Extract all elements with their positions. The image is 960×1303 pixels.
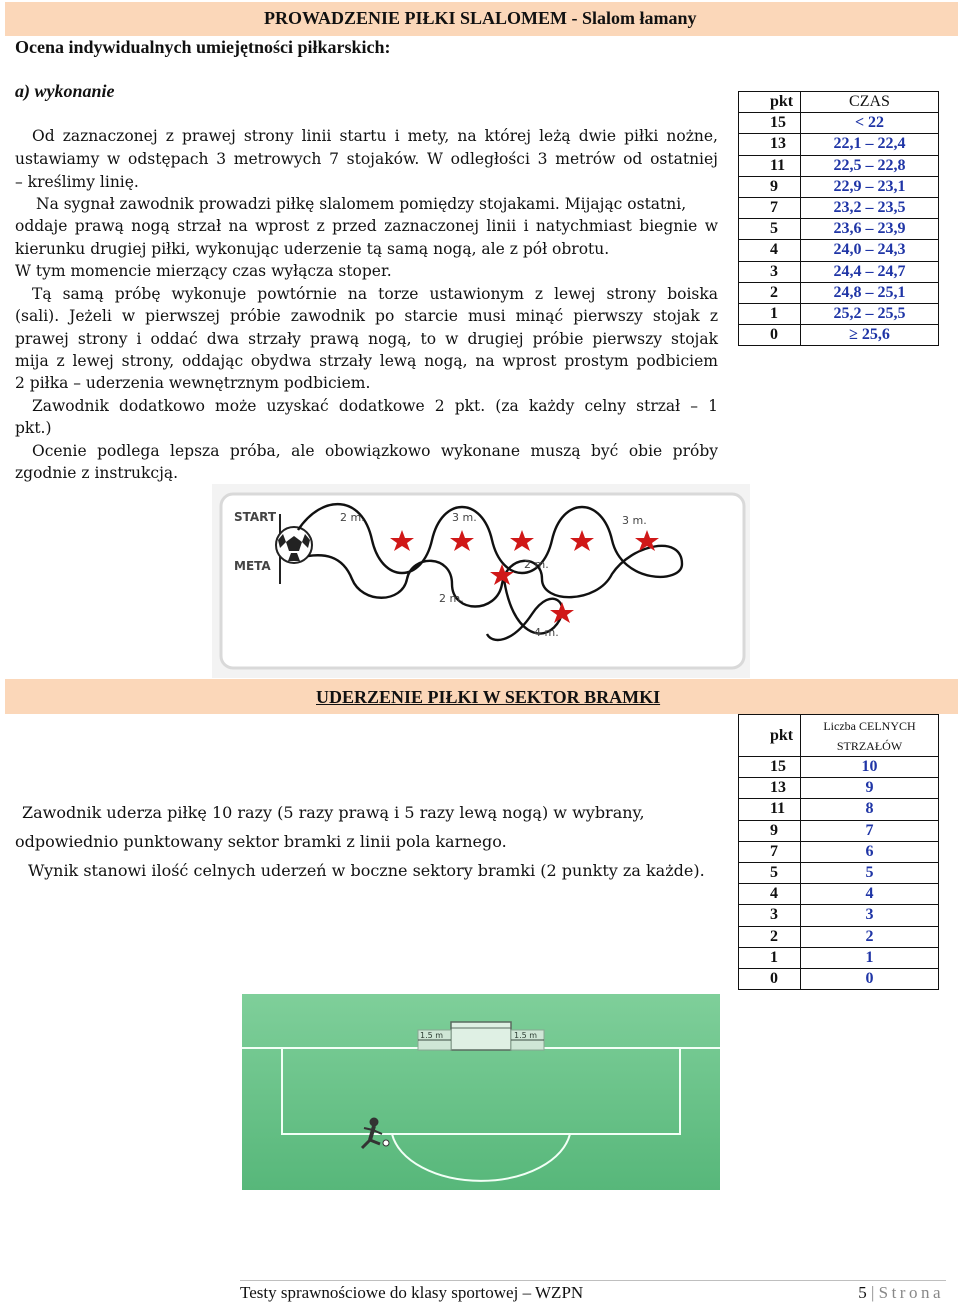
table-row: [739, 820, 939, 841]
time-cell: ≥ 25,6: [801, 325, 939, 346]
sector-width-label: 1.5 m: [514, 1031, 538, 1040]
table-header-pkt: pkt: [739, 715, 801, 757]
table-row: [739, 155, 939, 176]
text-line: Na sygnał zawodnik prowadzi piłkę slalomem pomiędzy stojakami. Mijając ostatni,: [36, 195, 687, 213]
pkt-cell: 0: [739, 325, 801, 346]
pkt-cell: 7: [739, 841, 801, 862]
page-number: 5: [858, 1283, 867, 1302]
distance-label: 4 m.: [534, 626, 559, 639]
penalty-area-diagram: [242, 994, 720, 1190]
shots-cell: 7: [801, 820, 939, 841]
pkt-cell: 15: [739, 757, 801, 778]
table-row: [739, 884, 939, 905]
shots-cell: 9: [801, 778, 939, 799]
footer-rule: [240, 1280, 946, 1281]
text-line: oddaje prawą nogą strzał na wprost z przed zaznaczonej linii i natychmiast biegnie w: [15, 217, 718, 235]
slalom-course-diagram: [212, 484, 750, 678]
text-line: Tą samą próbę wykonuje powtórnie na torze ustawionym z lewej strony boiska: [32, 285, 718, 303]
pkt-cell: 1: [739, 947, 801, 968]
pkt-cell: 3: [739, 261, 801, 282]
shots-cell: 0: [801, 968, 939, 989]
page-label: Strona: [878, 1283, 944, 1302]
table-header-line: STRZAŁÓW: [836, 738, 903, 753]
table-row: [739, 197, 939, 218]
text-line: pkt.): [15, 419, 52, 437]
page-separator: |: [870, 1283, 875, 1302]
shots-cell: 5: [801, 862, 939, 883]
text-line: ustawiamy w odstępach 3 metrowych 7 stojaków. W odległości 3 metrów od ostatniej: [15, 150, 718, 168]
text-line: kierunku drugiej piłki, wykonując uderzenie tą samą nogą, ale z pół obrotu.: [15, 240, 610, 258]
table-header-czas: CZAS: [801, 92, 939, 113]
table-header-pkt: pkt: [739, 92, 801, 113]
pkt-cell: 11: [739, 799, 801, 820]
time-cell: 22,9 – 23,1: [801, 176, 939, 197]
table-row: [739, 113, 939, 134]
table-row: [739, 799, 939, 820]
table-row: [739, 240, 939, 261]
pkt-cell: 9: [739, 176, 801, 197]
shots-cell: 2: [801, 926, 939, 947]
shots-cell: 4: [801, 884, 939, 905]
table-row: [739, 757, 939, 778]
time-cell: 22,5 – 22,8: [801, 155, 939, 176]
table-row: [739, 176, 939, 197]
distance-label: 2 m.: [340, 511, 365, 524]
distance-label: 3 m.: [452, 511, 477, 524]
text-line: Wynik stanowi ilość celnych uderzeń w boczne sektory bramki (2 punkty za każde).: [28, 861, 705, 880]
text-line: zgodnie z instrukcją.: [15, 464, 179, 482]
part-heading: a) wykonanie: [15, 81, 115, 101]
pkt-cell: 0: [739, 968, 801, 989]
distance-label: 2 m.: [439, 592, 464, 605]
table-header-shots: [801, 715, 939, 757]
table-row: [739, 968, 939, 989]
section-header-band: [5, 679, 958, 714]
text-line: (sali). Jeżeli w pierwszej próbie zawodnik po starcie musi minąć pierwszy stojak z: [15, 307, 718, 325]
text-line: Zawodnik uderza piłkę 10 razy (5 razy prawą i 5 razy lewą nogą) w wybrany,: [22, 803, 645, 822]
pkt-cell: 13: [739, 134, 801, 155]
pkt-cell: 5: [739, 219, 801, 240]
table-row: [739, 841, 939, 862]
time-cell: 25,2 – 25,5: [801, 303, 939, 324]
pkt-cell: 7: [739, 197, 801, 218]
table-row: [739, 282, 939, 303]
footer-page: [858, 1283, 944, 1303]
text-line: W tym momencie mierzący czas wyłącza stoper.: [15, 262, 392, 280]
table-row: [739, 778, 939, 799]
shots-score-table: [738, 714, 939, 990]
pkt-cell: 15: [739, 113, 801, 134]
table-row: [739, 219, 939, 240]
sector-width-label: 1.5 m: [420, 1031, 444, 1040]
pkt-cell: 4: [739, 240, 801, 261]
meta-label: META: [234, 559, 271, 573]
pkt-cell: 4: [739, 884, 801, 905]
shots-cell: 3: [801, 905, 939, 926]
pkt-cell: 9: [739, 820, 801, 841]
text-line: – kreślimy linię.: [15, 173, 139, 191]
text-line: prawej strony i oddać dwa strzały prawą nogą, to w drugiej próbie pierwszy stojak: [15, 330, 718, 348]
pkt-cell: 1: [739, 303, 801, 324]
section-header-band: [5, 2, 958, 36]
text-line: Od zaznaczonej z prawej strony linii startu i mety, na której leżą dwie piłki nożne,: [32, 127, 718, 145]
shots-cell: 8: [801, 799, 939, 820]
shots-cell: 10: [801, 757, 939, 778]
time-cell: 24,8 – 25,1: [801, 282, 939, 303]
footer-title: Testy sprawnościowe do klasy sportowej – WZPN: [240, 1283, 584, 1302]
pkt-cell: 2: [739, 926, 801, 947]
table-header-row: [739, 92, 939, 113]
distance-label: 3 m.: [622, 514, 647, 527]
football-icon: [276, 527, 312, 563]
assessment-subtitle: Ocena indywidualnych umiejętności piłkarskich:: [15, 37, 391, 57]
table-header-row: [739, 715, 939, 757]
section-title-slalom: PROWADZENIE PIŁKI SLALOMEM - Slalom łamany: [264, 8, 697, 28]
table-row: [739, 303, 939, 324]
time-cell: 24,0 – 24,3: [801, 240, 939, 261]
table-row: [739, 325, 939, 346]
time-cell: 22,1 – 22,4: [801, 134, 939, 155]
distance-label: 2 m.: [524, 558, 549, 571]
table-row: [739, 261, 939, 282]
text-line: Zawodnik dodatkowo może uzyskać dodatkowe 2 pkt. (za każdy celny strzał – 1: [32, 397, 718, 415]
table-row: [739, 862, 939, 883]
text-line: mija z lewej strony, oddając obydwa strzały lewą nogą, na wprost prostym podbiciem: [15, 352, 718, 370]
pkt-cell: 3: [739, 905, 801, 926]
time-cell: 23,6 – 23,9: [801, 219, 939, 240]
pkt-cell: 13: [739, 778, 801, 799]
time-cell: < 22: [801, 113, 939, 134]
text-line: odpowiednio punktowany sektor bramki z linii pola karnego.: [15, 832, 507, 851]
text-line: 2 piłka – uderzenia wewnętrznym podbiciem.: [15, 374, 371, 392]
text-line: Ocenie podlega lepsza próba, ale obowiązkowo wykonane muszą być obie próby: [32, 442, 718, 460]
table-row: [739, 134, 939, 155]
time-cell: 23,2 – 23,5: [801, 197, 939, 218]
section-title-shooting: UDERZENIE PIŁKI W SEKTOR BRAMKI: [316, 687, 661, 707]
shots-cell: 6: [801, 841, 939, 862]
pkt-cell: 2: [739, 282, 801, 303]
table-row: [739, 905, 939, 926]
shots-cell: 1: [801, 947, 939, 968]
pkt-cell: 5: [739, 862, 801, 883]
table-row: [739, 947, 939, 968]
table-row: [739, 926, 939, 947]
start-label: START: [234, 510, 277, 524]
table-header-line: Liczba CELNYCH: [823, 718, 916, 733]
time-cell: 24,4 – 24,7: [801, 261, 939, 282]
pkt-cell: 11: [739, 155, 801, 176]
time-score-table: [738, 91, 939, 346]
